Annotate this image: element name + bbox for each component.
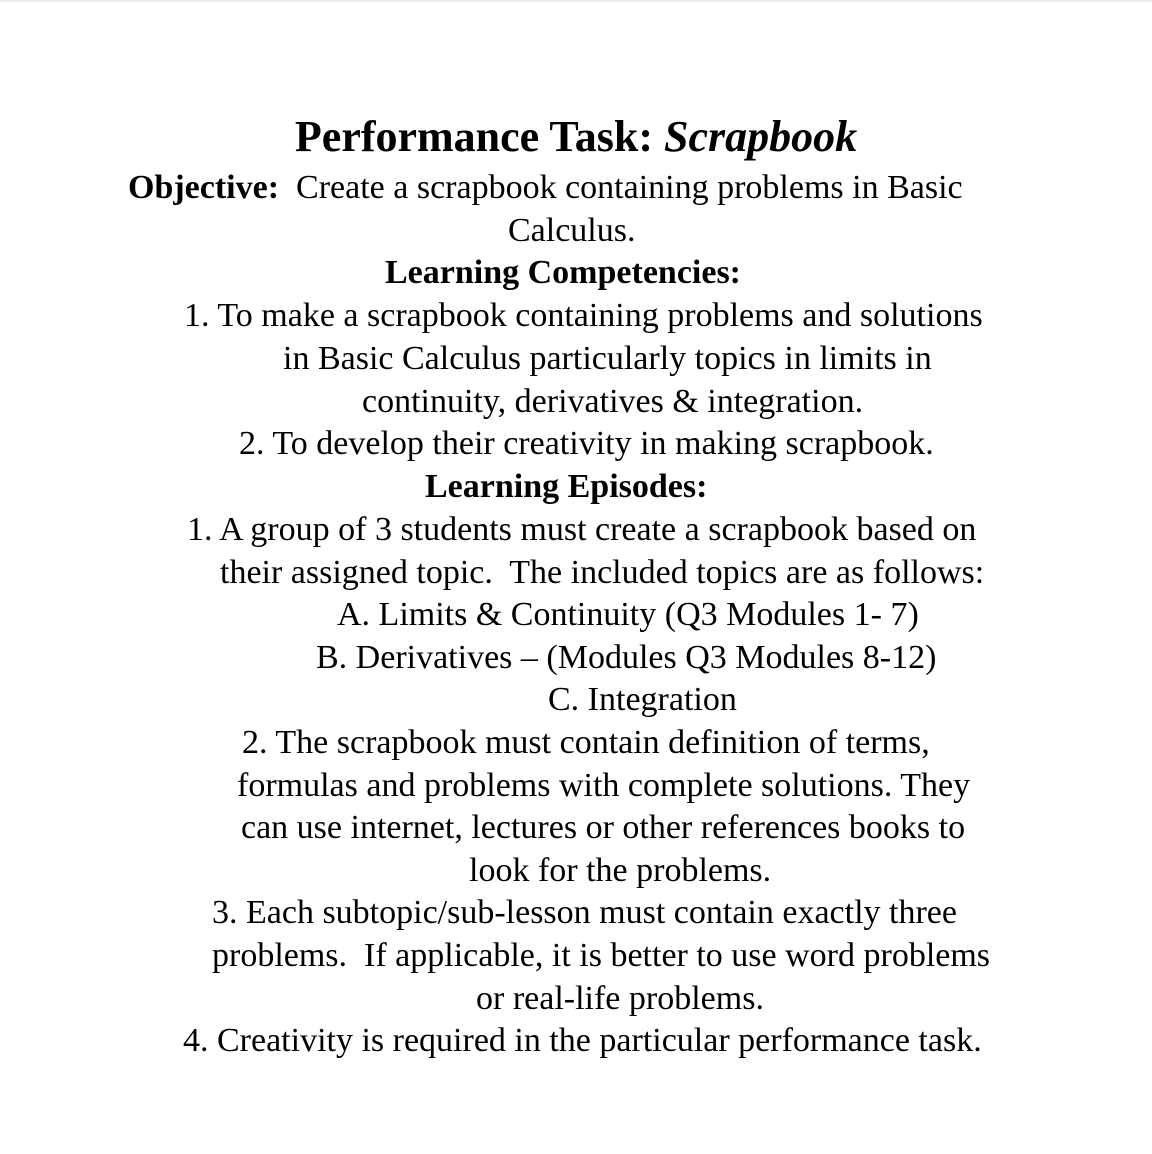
- objective-label: Objective:: [128, 169, 280, 206]
- episode-line: their assigned topic. The included topics are as follows:: [220, 554, 985, 591]
- episode-line: problems. If applicable, it is better to use word problems: [212, 937, 991, 974]
- competencies-heading: Learning Competencies:: [385, 254, 742, 291]
- episode-line: look for the problems.: [469, 852, 772, 889]
- episode-topic-item: C. Integration: [548, 681, 737, 718]
- episode-line: 1. A group of 3 students must create a scrapbook based on: [187, 511, 977, 548]
- episode-line: can use internet, lectures or other references books to: [241, 809, 966, 846]
- episode-line: 2. The scrapbook must contain definition of terms,: [242, 724, 930, 761]
- episode-topic-item: B. Derivatives – (Modules Q3 Modules 8-12): [316, 639, 937, 676]
- episode-line: 3. Each subtopic/sub-lesson must contain exactly three: [212, 894, 957, 931]
- page-title: [0, 112, 1152, 162]
- title-emphasis: Scrapbook: [663, 112, 858, 161]
- episode-topic-item: A. Limits & Continuity (Q3 Modules 1- 7): [337, 596, 919, 633]
- episode-line: formulas and problems with complete solutions. They: [237, 767, 971, 804]
- objective-line: [128, 168, 963, 208]
- objective-text-1: Create a scrapbook containing problems in Basic: [279, 169, 963, 206]
- competency-line: 2. To develop their creativity in making scrapbook.: [239, 425, 934, 462]
- page-top-edge: [0, 0, 1152, 3]
- episode-line: 4. Creativity is required in the particular performance task.: [183, 1022, 982, 1059]
- episode-line: or real-life problems.: [476, 980, 764, 1017]
- competency-line: continuity, derivatives & integration.: [362, 383, 864, 420]
- title-prefix: Performance Task:: [294, 112, 664, 161]
- episodes-heading: Learning Episodes:: [425, 468, 708, 505]
- objective-text-2: Calculus.: [508, 212, 636, 249]
- competency-line: 1. To make a scrapbook containing problems and solutions: [184, 297, 983, 334]
- competency-line: in Basic Calculus particularly topics in limits in: [283, 340, 932, 377]
